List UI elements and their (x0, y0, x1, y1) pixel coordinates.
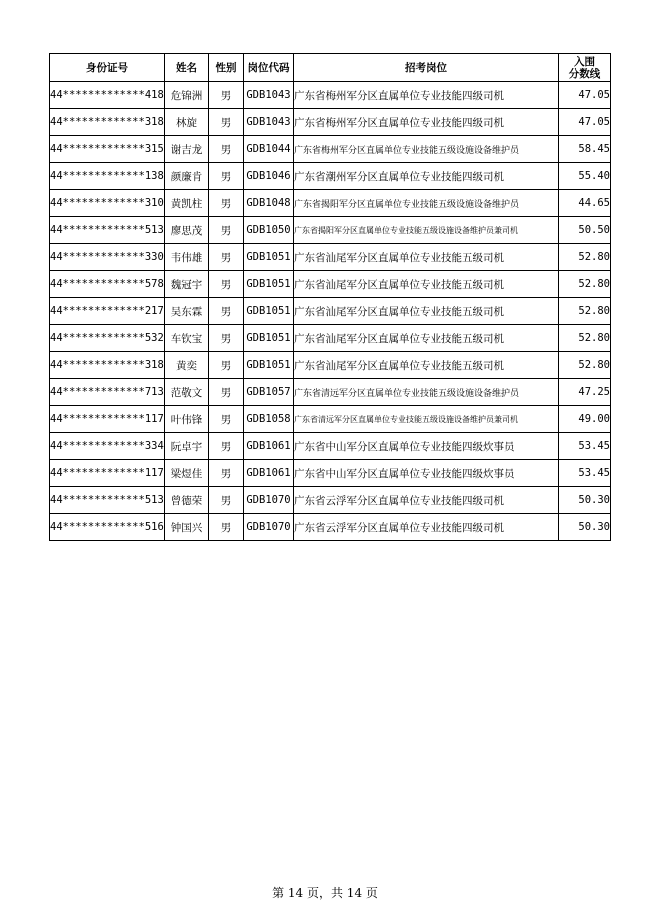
cell-gender: 男 (209, 244, 244, 271)
cell-name: 黄奕 (165, 352, 209, 379)
cell-post: 广东省中山军分区直属单位专业技能四级炊事员 (294, 460, 559, 487)
cell-id: 44*************330 (50, 244, 165, 271)
table-row (50, 325, 611, 352)
cell-code: GDB1043 (244, 82, 294, 109)
cell-code: GDB1070 (244, 514, 294, 541)
cell-code: GDB1070 (244, 487, 294, 514)
cell-code: GDB1044 (244, 136, 294, 163)
cell-name: 黄凯柱 (165, 190, 209, 217)
cell-score: 58.45 (559, 136, 611, 163)
table-row (50, 244, 611, 271)
table-row (50, 163, 611, 190)
cell-post: 广东省汕尾军分区直属单位专业技能五级司机 (294, 244, 559, 271)
cell-code: GDB1050 (244, 217, 294, 244)
cell-code: GDB1058 (244, 406, 294, 433)
cell-name: 魏冠宇 (165, 271, 209, 298)
cell-code: GDB1048 (244, 190, 294, 217)
cell-score: 50.50 (559, 217, 611, 244)
cell-name: 梁煜佳 (165, 460, 209, 487)
cell-post: 广东省云浮军分区直属单位专业技能四级司机 (294, 514, 559, 541)
cell-post: 广东省揭阳军分区直属单位专业技能五级设施设备维护员 (294, 190, 559, 217)
table-row (50, 514, 611, 541)
cell-id: 44*************315 (50, 136, 165, 163)
cell-id: 44*************513 (50, 487, 165, 514)
cell-post: 广东省云浮军分区直属单位专业技能四级司机 (294, 487, 559, 514)
cell-score: 52.80 (559, 271, 611, 298)
cell-gender: 男 (209, 190, 244, 217)
header-post: 招考岗位 (294, 54, 559, 82)
table-row (50, 379, 611, 406)
cell-score: 53.45 (559, 460, 611, 487)
cell-name: 车钦宝 (165, 325, 209, 352)
cell-post: 广东省潮州军分区直属单位专业技能四级司机 (294, 163, 559, 190)
cell-code: GDB1061 (244, 433, 294, 460)
cell-score: 49.00 (559, 406, 611, 433)
header-name: 姓名 (165, 54, 209, 82)
cell-score: 52.80 (559, 352, 611, 379)
cell-score: 52.80 (559, 244, 611, 271)
cell-post: 广东省中山军分区直属单位专业技能四级炊事员 (294, 433, 559, 460)
cell-post: 广东省清远军分区直属单位专业技能五级设施设备维护员兼司机 (294, 406, 559, 433)
cell-gender: 男 (209, 163, 244, 190)
cell-code: GDB1061 (244, 460, 294, 487)
header-gender: 性别 (209, 54, 244, 82)
header-score (559, 54, 611, 82)
cell-score: 52.80 (559, 298, 611, 325)
cell-code: GDB1051 (244, 352, 294, 379)
cell-name: 叶伟锋 (165, 406, 209, 433)
table-row (50, 433, 611, 460)
cell-score: 47.25 (559, 379, 611, 406)
table-row (50, 109, 611, 136)
cell-name: 颜廉肯 (165, 163, 209, 190)
cell-name: 危锦洲 (165, 82, 209, 109)
cell-id: 44*************578 (50, 271, 165, 298)
cell-id: 44*************310 (50, 190, 165, 217)
cell-score: 44.65 (559, 190, 611, 217)
table-row (50, 217, 611, 244)
cell-gender: 男 (209, 325, 244, 352)
cell-score: 50.30 (559, 487, 611, 514)
cell-score: 52.80 (559, 325, 611, 352)
cell-gender: 男 (209, 217, 244, 244)
cell-post: 广东省清远军分区直属单位专业技能五级设施设备维护员 (294, 379, 559, 406)
cell-id: 44*************334 (50, 433, 165, 460)
cell-post: 广东省揭阳军分区直属单位专业技能五级设施设备维护员兼司机 (294, 217, 559, 244)
table-row (50, 190, 611, 217)
cell-gender: 男 (209, 82, 244, 109)
cell-code: GDB1046 (244, 163, 294, 190)
header-score-line1: 入围 (574, 55, 595, 68)
cell-gender: 男 (209, 433, 244, 460)
cell-id: 44*************532 (50, 325, 165, 352)
cell-name: 林旋 (165, 109, 209, 136)
cell-code: GDB1057 (244, 379, 294, 406)
cell-gender: 男 (209, 487, 244, 514)
cell-name: 范敬文 (165, 379, 209, 406)
cell-gender: 男 (209, 352, 244, 379)
results-table (49, 53, 611, 541)
cell-post: 广东省汕尾军分区直属单位专业技能五级司机 (294, 352, 559, 379)
table-row (50, 298, 611, 325)
cell-gender: 男 (209, 136, 244, 163)
cell-name: 阮卓宇 (165, 433, 209, 460)
cell-code: GDB1051 (244, 271, 294, 298)
cell-gender: 男 (209, 460, 244, 487)
cell-name: 谢吉龙 (165, 136, 209, 163)
table-row (50, 406, 611, 433)
cell-code: GDB1051 (244, 298, 294, 325)
cell-post: 广东省梅州军分区直属单位专业技能四级司机 (294, 82, 559, 109)
cell-id: 44*************318 (50, 109, 165, 136)
cell-gender: 男 (209, 109, 244, 136)
page-number-footer: 第 14 页，共 14 页 (272, 886, 378, 900)
header-score-line2: 分数线 (568, 67, 601, 80)
table-row (50, 487, 611, 514)
table-row (50, 352, 611, 379)
cell-name: 曾德荣 (165, 487, 209, 514)
table-row (50, 460, 611, 487)
cell-gender: 男 (209, 271, 244, 298)
cell-name: 钟国兴 (165, 514, 209, 541)
table-header-row (50, 54, 611, 82)
cell-gender: 男 (209, 514, 244, 541)
cell-post: 广东省汕尾军分区直属单位专业技能五级司机 (294, 325, 559, 352)
table-row (50, 271, 611, 298)
cell-code: GDB1043 (244, 109, 294, 136)
cell-code: GDB1051 (244, 325, 294, 352)
cell-name: 韦伟雄 (165, 244, 209, 271)
cell-id: 44*************138 (50, 163, 165, 190)
cell-post: 广东省梅州军分区直属单位专业技能五级设施设备维护员 (294, 136, 559, 163)
cell-score: 53.45 (559, 433, 611, 460)
cell-score: 47.05 (559, 109, 611, 136)
header-id: 身份证号 (50, 54, 165, 82)
cell-id: 44*************217 (50, 298, 165, 325)
cell-id: 44*************117 (50, 460, 165, 487)
cell-name: 廖思茂 (165, 217, 209, 244)
cell-post: 广东省汕尾军分区直属单位专业技能五级司机 (294, 298, 559, 325)
cell-post: 广东省汕尾军分区直属单位专业技能五级司机 (294, 271, 559, 298)
cell-id: 44*************713 (50, 379, 165, 406)
cell-id: 44*************117 (50, 406, 165, 433)
cell-id: 44*************513 (50, 217, 165, 244)
cell-score: 55.40 (559, 163, 611, 190)
cell-name: 吴东霖 (165, 298, 209, 325)
cell-id: 44*************418 (50, 82, 165, 109)
cell-post: 广东省梅州军分区直属单位专业技能四级司机 (294, 109, 559, 136)
table-row (50, 136, 611, 163)
cell-gender: 男 (209, 298, 244, 325)
cell-score: 50.30 (559, 514, 611, 541)
header-code: 岗位代码 (244, 54, 294, 82)
cell-code: GDB1051 (244, 244, 294, 271)
table-row (50, 82, 611, 109)
cell-score: 47.05 (559, 82, 611, 109)
cell-id: 44*************318 (50, 352, 165, 379)
cell-gender: 男 (209, 379, 244, 406)
cell-id: 44*************516 (50, 514, 165, 541)
cell-gender: 男 (209, 406, 244, 433)
table-body (50, 82, 611, 541)
